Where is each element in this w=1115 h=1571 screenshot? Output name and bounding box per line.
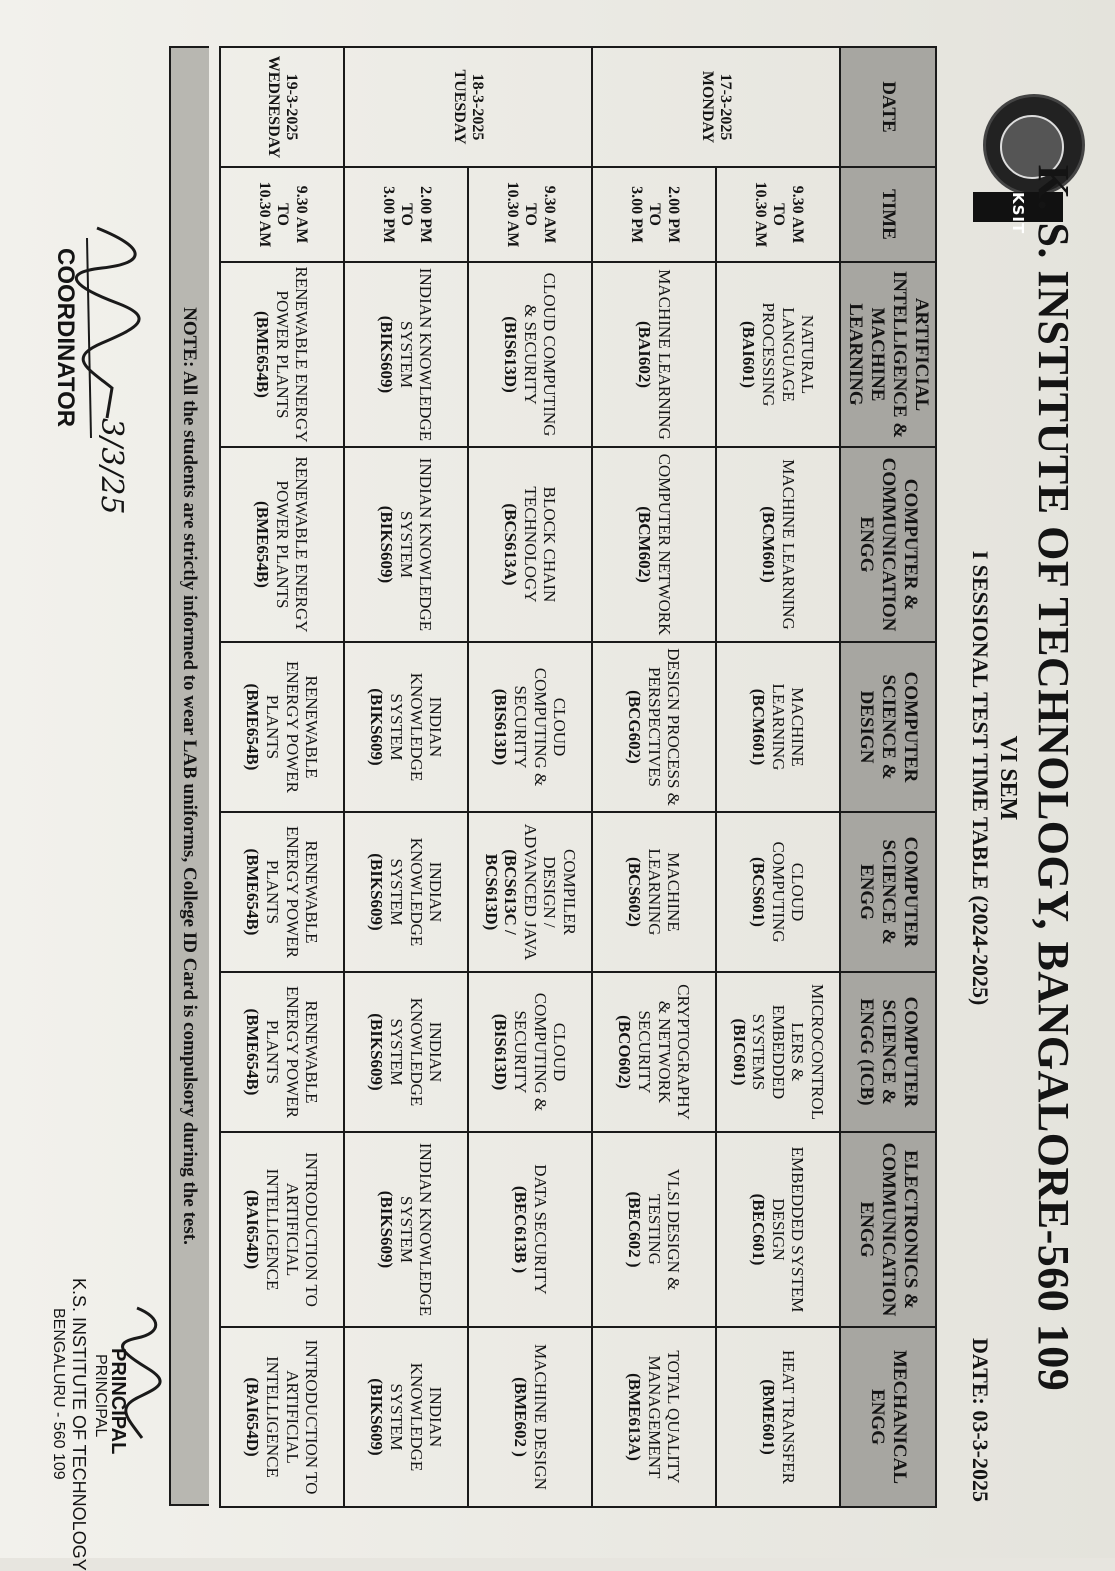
subject-cell: INTRODUCTION TO ARTIFICIAL INTELLIGENCE (BAI654D) bbox=[220, 1132, 344, 1327]
subject-cell: INDIAN KNOWLEDGE SYSTEM (BIKS609) bbox=[344, 642, 468, 812]
subject-cell: BLOCK CHAIN TECHNOLOGY (BCS613A) bbox=[468, 447, 592, 642]
coordinator-signature bbox=[37, 218, 157, 518]
table-row bbox=[716, 47, 840, 1507]
subject-cell: INDIAN KNOWLEDGE SYSTEM (BIKS609) bbox=[344, 1327, 468, 1507]
col-header-csd: COMPUTER SCIENCE & DESIGN bbox=[840, 642, 936, 812]
col-header-cse: COMPUTER SCIENCE & ENGG bbox=[840, 812, 936, 972]
test-name: I SESSIONAL TEST TIME TABLE (2024-2025) bbox=[968, 550, 993, 1006]
subject-cell: MACHINE LEARNING (BCM601) bbox=[716, 447, 840, 642]
col-header-ece: ELECTRONICS & COMMUNICATION ENGG bbox=[840, 1132, 936, 1327]
date-cell: 18-3-2025 TUESDAY bbox=[344, 47, 592, 167]
date-cell: 19-3-2025 WEDNESDAY bbox=[220, 47, 344, 167]
subject-cell: TOTAL QUALITY MANAGEMENT (BME613A) bbox=[592, 1327, 716, 1507]
subject-cell: HEAT TRANSFER (BME601) bbox=[716, 1327, 840, 1507]
subject-cell: MACHINE LEARNING (BAI602) bbox=[592, 262, 716, 447]
subject-cell: DATA SECURITY (BEC613B ) bbox=[468, 1132, 592, 1327]
subject-cell: CLOUD COMPUTING & SECURITY (BIS613D) bbox=[468, 262, 592, 447]
subject-cell: RENEWABLE ENERGY POWER PLANTS (BME654B) bbox=[220, 262, 344, 447]
subject-cell: RENEWABLE ENERGY POWER PLANTS (BME654B) bbox=[220, 447, 344, 642]
col-header-cce: COMPUTER & COMMUNICATION ENGG bbox=[840, 447, 936, 642]
timetable-sheet bbox=[17, 8, 1097, 1571]
principal-signature bbox=[17, 1278, 167, 1571]
table-row bbox=[344, 47, 468, 1507]
header-row bbox=[840, 47, 936, 1507]
subject-cell: RENEWABLE ENERGY POWER PLANTS (BME654B) bbox=[220, 642, 344, 812]
subject-cell: EMBEDDED SYSTEM DESIGN (BEC601) bbox=[716, 1132, 840, 1327]
col-header-time: TIME bbox=[840, 167, 936, 262]
ksit-logo-text: KSIT bbox=[973, 192, 1063, 222]
table-row bbox=[592, 47, 716, 1507]
semester-label: VI SEM bbox=[995, 735, 1021, 821]
col-header-cse-icb: COMPUTER SCIENCE & ENGG (ICB) bbox=[840, 972, 936, 1132]
subject-cell: CLOUD COMPUTING & SECURITY (BIS613D) bbox=[468, 642, 592, 812]
coordinator-date: 3/3/25 bbox=[94, 418, 129, 515]
time-cell: 9.30 AM TO 10.30 AM bbox=[468, 167, 592, 262]
col-header-aiml: ARTIFICIAL INTELLIGENCE & MACHINE LEARNING bbox=[840, 262, 936, 447]
table-row bbox=[468, 47, 592, 1507]
subject-cell: DESIGN PROCESS & PERSPECTIVES (BCG602) bbox=[592, 642, 716, 812]
principal-label: PRINCIPAL bbox=[107, 1348, 129, 1455]
note-banner: NOTE: All the students are strictly informed to wear LAB uniforms, College ID Card is compulsory during the test. bbox=[169, 46, 209, 1506]
subject-cell: COMPUTER NETWORK (BCM602) bbox=[592, 447, 716, 642]
timetable bbox=[219, 46, 937, 1508]
page-title: K. S. INSTITUTE OF TECHNOLOGY, BANGALORE-560 109 bbox=[1029, 164, 1078, 1392]
subject-cell: MACHINE DESIGN (BME602 ) bbox=[468, 1327, 592, 1507]
subject-cell: RENEWABLE ENERGY POWER PLANTS (BME654B) bbox=[220, 812, 344, 972]
subject-cell: INDIAN KNOWLEDGE SYSTEM (BIKS609) bbox=[344, 1132, 468, 1327]
time-cell: 2.00 PM TO 3.00 PM bbox=[592, 167, 716, 262]
header bbox=[957, 8, 1097, 1548]
col-header-mech: MECHANICAL ENGG bbox=[840, 1327, 936, 1507]
principal-stamp-org: K.S. INSTITUTE OF TECHNOLOGY bbox=[69, 1278, 89, 1571]
subject-cell: COMPILER DESIGN / ADVANCED JAVA (BCS613C / BCS613D) bbox=[468, 812, 592, 972]
subject-cell: VLSI DESIGN & TESTING (BEC602 ) bbox=[592, 1132, 716, 1327]
subject-cell: CLOUD COMPUTING (BCS601) bbox=[716, 812, 840, 972]
subject-cell: INTRODUCTION TO ARTIFICIAL INTELLIGENCE (BAI654D) bbox=[220, 1327, 344, 1507]
subject-cell: INDIAN KNOWLEDGE SYSTEM (BIKS609) bbox=[344, 972, 468, 1132]
principal-stamp-city: BENGALURU - 560 109 bbox=[50, 1308, 67, 1480]
principal-stamp-role: PRINCIPAL bbox=[92, 1354, 109, 1438]
subject-cell: CLOUD COMPUTING & SECURITY (BIS613D) bbox=[468, 972, 592, 1132]
time-cell: 9.30 AM TO 10.30 AM bbox=[716, 167, 840, 262]
subject-cell: INDIAN KNOWLEDGE SYSTEM (BIKS609) bbox=[344, 812, 468, 972]
subject-cell: INDIAN KNOWLEDGE SYSTEM (BIKS609) bbox=[344, 262, 468, 447]
table-row bbox=[220, 47, 344, 1507]
subject-cell: INDIAN KNOWLEDGE SYSTEM (BIKS609) bbox=[344, 447, 468, 642]
subject-cell: NATURAL LANGUAGE PROCESSING (BAI601) bbox=[716, 262, 840, 447]
date-cell: 17-3-2025 MONDAY bbox=[592, 47, 840, 167]
col-header-date: DATE bbox=[840, 47, 936, 167]
subject-cell: CRYPTOGRAPHY & NETWORK SECURITY (BCO602) bbox=[592, 972, 716, 1132]
subject-cell: MACHINE LEARNING (BCM601) bbox=[716, 642, 840, 812]
subject-cell: MACHINE LEARNING (BCS602) bbox=[592, 812, 716, 972]
subject-cell: MICROCONTROL LERS & EMBEDDED SYSTEMS (BIC601) bbox=[716, 972, 840, 1132]
issue-date: DATE: 03-3-2025 bbox=[968, 1338, 993, 1502]
subject-cell: RENEWABLE ENERGY POWER PLANTS (BME654B) bbox=[220, 972, 344, 1132]
time-cell: 2.00 PM TO 3.00 PM bbox=[344, 167, 468, 262]
coordinator-label: COORDINATOR bbox=[52, 248, 79, 428]
time-cell: 9.30 AM TO 10.30 AM bbox=[220, 167, 344, 262]
